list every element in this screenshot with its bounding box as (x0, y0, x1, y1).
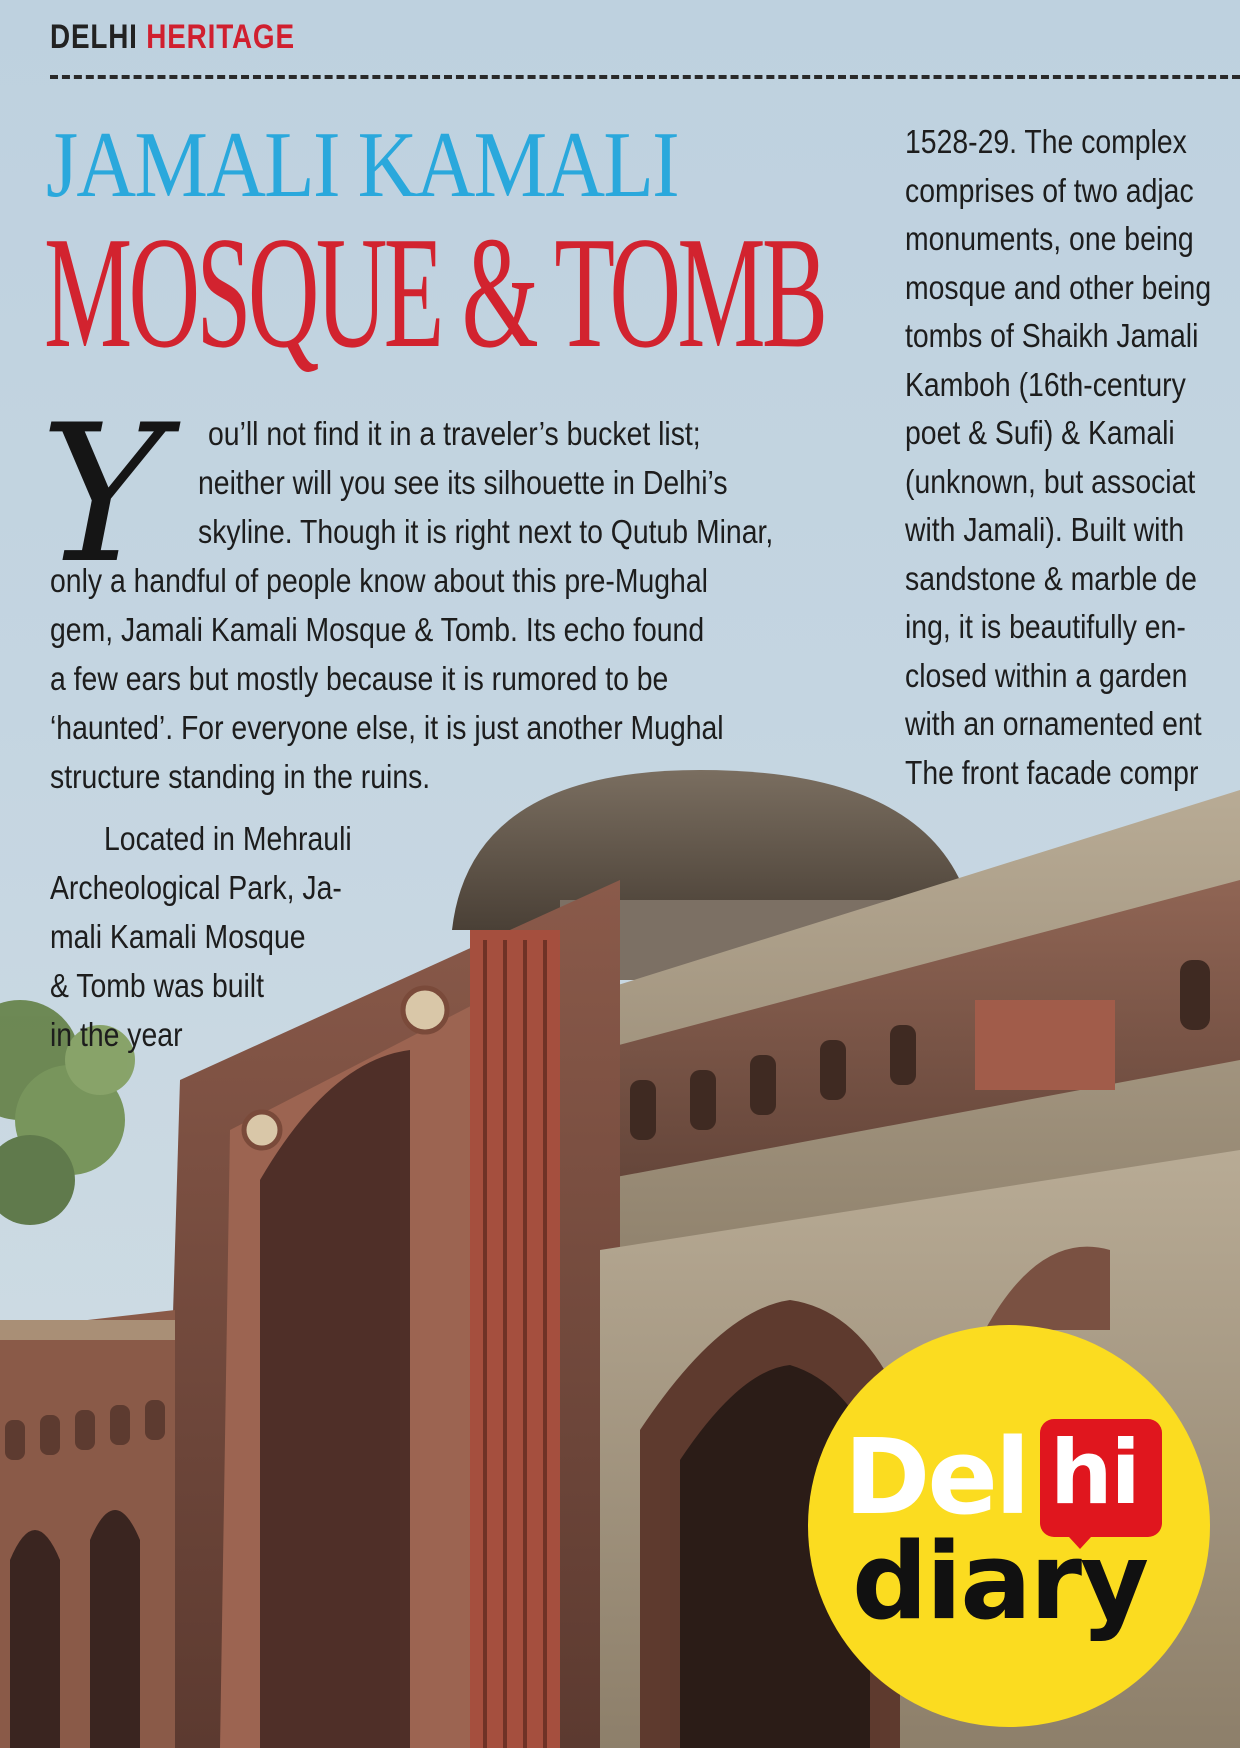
body-line: Located in Mehrauli (104, 820, 352, 857)
article-title-line1: JAMALI KAMALI (46, 113, 678, 217)
body-line: closed within a garden (905, 656, 1188, 694)
body-line: Archeological Park, Ja- (50, 869, 342, 906)
body-line: 1528-29. The complex (905, 123, 1187, 160)
logo-word-del: Del (844, 1416, 1028, 1538)
body-line: Kamboh (16th-century (905, 365, 1186, 403)
body-line: comprises of two adjac (905, 171, 1194, 209)
right-column (905, 118, 1240, 798)
header-divider (50, 75, 1240, 79)
body-line: structure standing in the ruins. (50, 758, 431, 795)
body-line: skyline. Though it is right next to Qutub Minar, (198, 513, 774, 550)
body-line: & Tomb was built (50, 967, 265, 1004)
drop-cap: Y (40, 384, 166, 605)
body-line: with an ornamented ent (905, 705, 1202, 742)
body-line: sandstone & marble de (905, 559, 1197, 597)
body-line: mosque and other being (905, 268, 1212, 306)
section-label: DELHI (50, 18, 138, 56)
logo-word-hi: hi (1050, 1421, 1139, 1524)
body-line: a few ears but mostly because it is rumored to be (50, 660, 669, 697)
body-line: with Jamali). Built with (905, 511, 1185, 548)
body-line: neither will you see its silhouette in Delhi’s (198, 464, 728, 501)
body-line: The front facade compr (905, 753, 1199, 791)
body-line: monuments, one being (905, 220, 1194, 257)
body-line: tombs of Shaikh Jamali (905, 317, 1199, 354)
section-header (50, 18, 295, 57)
body-line: poet & Sufi) & Kamali (905, 414, 1175, 451)
body-line: ou’ll not find it in a traveler’s bucket list; (208, 415, 701, 452)
body-line: (unknown, but associat (905, 462, 1196, 500)
body-line: gem, Jamali Kamali Mosque & Tomb. Its echo found (50, 611, 705, 648)
section-label-accent: HERITAGE (146, 18, 295, 56)
body-line: ‘haunted’. For everyone else, it is just another Mughal (50, 709, 724, 746)
body-line: ing, it is beautifully en- (905, 608, 1186, 645)
body-line: in the year (50, 1016, 183, 1053)
logo-word-diary: diary (852, 1520, 1148, 1643)
article-title-line2: MOSQUE & TOMB (44, 203, 825, 381)
body-line: mali Kamali Mosque (50, 918, 306, 955)
delhi-diary-logo (808, 1325, 1210, 1727)
body-line: only a handful of people know about this pre-Mughal (50, 562, 708, 599)
